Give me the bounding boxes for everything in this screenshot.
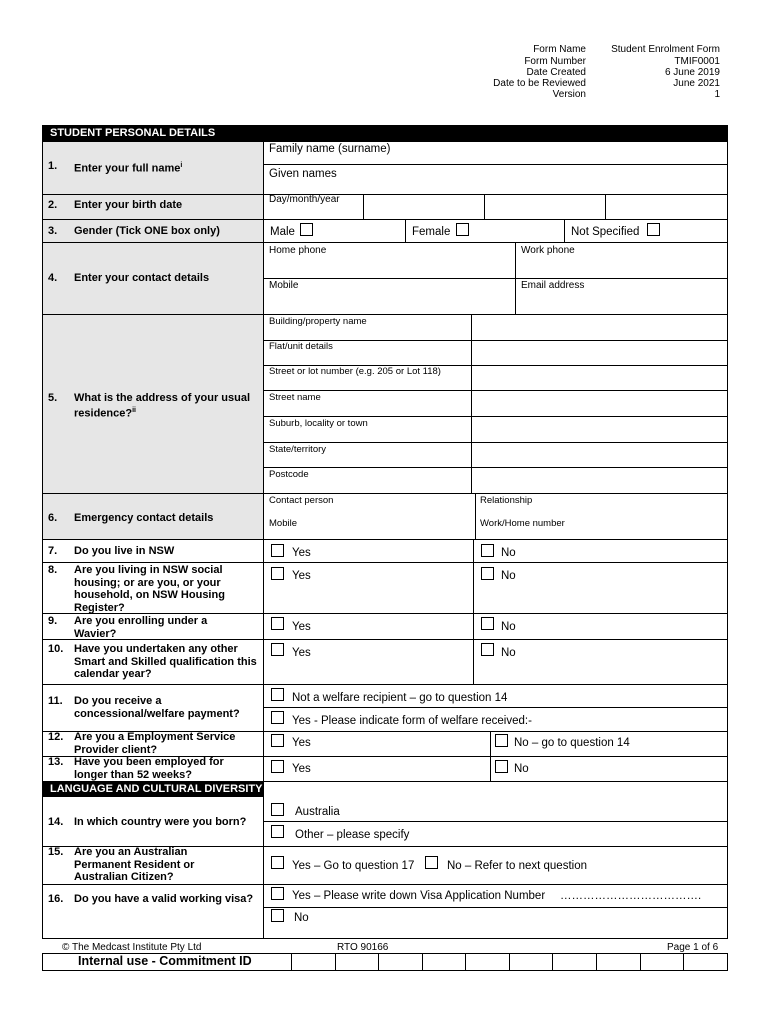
- rto-number: RTO 90166: [337, 942, 389, 953]
- street-number-field[interactable]: Street or lot number (e.g. 205 or Lot 118): [269, 366, 441, 377]
- q7-yes-label: Yes: [292, 547, 311, 559]
- q12-yes-label: Yes: [292, 737, 311, 749]
- question-text: Do you live in NSW: [74, 545, 175, 557]
- question-text: Do you receive a concessional/welfare payment?: [74, 695, 240, 720]
- question-text: Enter your birth date: [74, 199, 183, 211]
- meta-value: June 2021: [673, 78, 720, 89]
- q12-yes-checkbox[interactable]: [271, 734, 284, 747]
- question-number: 14.: [48, 816, 64, 828]
- copyright-text: © The Medcast Institute Pty Ltd: [62, 942, 202, 953]
- question-number: 16.: [48, 893, 64, 905]
- q11-not-recipient-checkbox[interactable]: [271, 688, 284, 701]
- question-text: Are you living in NSW social housing; or are you, or your household, on NSW Housing Register?: [74, 564, 225, 614]
- question-number: 2.: [48, 199, 58, 211]
- visa-number-field[interactable]: ……………………………….: [560, 890, 702, 902]
- meta-row: [470, 44, 722, 55]
- q9-yes-label: Yes: [292, 621, 311, 633]
- q14-other-checkbox[interactable]: [271, 825, 284, 838]
- question-number: 6.: [48, 512, 58, 524]
- relationship-field[interactable]: Relationship: [480, 495, 533, 506]
- dob-field[interactable]: Day/month/year: [269, 194, 340, 205]
- q7-no-checkbox[interactable]: [481, 544, 494, 557]
- q11-not-recipient-label: Not a welfare recipient – go to question 14: [292, 692, 508, 704]
- q14-australia-checkbox[interactable]: [271, 803, 284, 816]
- q16-yes-checkbox[interactable]: [271, 887, 284, 900]
- q16-no-checkbox[interactable]: [271, 909, 284, 922]
- home-phone-field[interactable]: Home phone: [269, 245, 327, 256]
- question-number: 1.: [48, 160, 58, 172]
- question-number: 11.: [48, 695, 63, 707]
- question-number: 4.: [48, 272, 58, 284]
- question-text: Enter your full name: [74, 162, 181, 175]
- q10-no-checkbox[interactable]: [481, 643, 494, 656]
- flat-field[interactable]: Flat/unit details: [269, 341, 333, 352]
- endnote-marker: i: [180, 162, 183, 169]
- section-header-language: LANGUAGE AND CULTURAL DIVERSITY: [42, 781, 263, 797]
- q8-yes-checkbox[interactable]: [271, 567, 284, 580]
- family-name-field[interactable]: Family name (surname): [269, 143, 391, 155]
- meta-value: 6 June 2019: [664, 67, 720, 78]
- question-number: 12.: [48, 731, 64, 743]
- question-text: Emergency contact details: [74, 512, 214, 524]
- meta-value: Student Enrolment Form: [611, 44, 720, 55]
- question-text: Have you been employed for longer than 52 weeks?: [74, 756, 224, 781]
- q16-yes-label: Yes – Please write down Visa Application Number: [292, 890, 546, 902]
- q11-yes-label: Yes - Please indicate form of welfare received:-: [292, 715, 532, 727]
- q10-no-label: No: [501, 647, 516, 659]
- q8-yes-label: Yes: [292, 570, 311, 582]
- emergency-mobile-field[interactable]: Mobile: [269, 518, 297, 529]
- gender-female-label: Female: [412, 226, 451, 238]
- question-number: 10.: [48, 643, 64, 655]
- meta-value: 1: [714, 89, 720, 100]
- question-number: 7.: [48, 545, 58, 557]
- q15-yes-label: Yes – Go to question 17: [292, 860, 415, 872]
- suburb-field[interactable]: Suburb, locality or town: [269, 418, 368, 429]
- work-phone-field[interactable]: Work phone: [521, 245, 575, 256]
- gender-male-checkbox[interactable]: [300, 223, 313, 236]
- q7-yes-checkbox[interactable]: [271, 544, 284, 557]
- q7-no-label: No: [501, 547, 516, 559]
- q13-no-label: No: [514, 763, 529, 775]
- emergency-work-field[interactable]: Work/Home number: [480, 518, 565, 529]
- q14-other-label: Other – please specify: [295, 829, 410, 841]
- meta-value: TMIF0001: [674, 56, 720, 67]
- email-field[interactable]: Email address: [521, 280, 585, 291]
- section-header-personal: STUDENT PERSONAL DETAILS: [42, 125, 728, 141]
- question-number: 5.: [48, 392, 58, 404]
- state-field[interactable]: State/territory: [269, 444, 327, 455]
- meta-key: Form Number: [524, 56, 586, 67]
- meta-key: Date Created: [526, 67, 586, 78]
- meta-row: [470, 67, 722, 78]
- endnote-marker: ii: [132, 406, 136, 414]
- building-field[interactable]: Building/property name: [269, 316, 367, 327]
- q12-no-label: No – go to question 14: [514, 737, 630, 749]
- gender-female-checkbox[interactable]: [456, 223, 469, 236]
- q15-no-label: No – Refer to next question: [447, 860, 587, 872]
- page-number: Page 1 of 6: [667, 942, 719, 953]
- question-text: Do you have a valid working visa?: [74, 893, 254, 905]
- gender-not-specified-checkbox[interactable]: [647, 223, 660, 236]
- meta-key: Version: [552, 89, 586, 100]
- q12-no-checkbox[interactable]: [495, 734, 508, 747]
- q13-no-checkbox[interactable]: [495, 760, 508, 773]
- question-number: 8.: [48, 564, 58, 576]
- meta-row: [470, 78, 722, 89]
- q13-yes-checkbox[interactable]: [271, 760, 284, 773]
- internal-use-label: Internal use - Commitment ID: [78, 954, 252, 968]
- question-number: 3.: [48, 225, 58, 237]
- q13-yes-label: Yes: [292, 763, 311, 775]
- question-text: Are you an Australian Permanent Resident or Australian Citizen?: [74, 846, 195, 883]
- question-text: Gender (Tick ONE box only): [74, 225, 220, 237]
- meta-key: Form Name: [533, 44, 586, 55]
- q11-yes-checkbox[interactable]: [271, 711, 284, 724]
- q16-no-label: No: [294, 912, 309, 924]
- meta-key: Date to be Reviewed: [493, 78, 586, 89]
- q10-yes-label: Yes: [292, 647, 311, 659]
- mobile-field[interactable]: Mobile: [269, 280, 299, 291]
- question-number: 13.: [48, 756, 64, 768]
- q15-yes-checkbox[interactable]: [271, 856, 284, 869]
- meta-row: [470, 89, 722, 100]
- question-text: Are you enrolling under a Wavier?: [74, 615, 208, 640]
- question-text: Enter your contact details: [74, 272, 210, 284]
- q9-yes-checkbox[interactable]: [271, 617, 284, 630]
- meta-row: [470, 56, 722, 67]
- question-text: In which country were you born?: [74, 816, 247, 828]
- contact-person-field[interactable]: Contact person: [269, 495, 334, 506]
- gender-not-specified-label: Not Specified: [571, 226, 640, 238]
- question-number: 9.: [48, 615, 58, 627]
- q15-no-checkbox[interactable]: [425, 856, 438, 869]
- given-names-field[interactable]: Given names: [269, 168, 337, 180]
- q10-yes-checkbox[interactable]: [271, 643, 284, 656]
- gender-male-label: Male: [270, 226, 295, 238]
- q9-no-checkbox[interactable]: [481, 617, 494, 630]
- question-text: What is the address of your usual residence?: [74, 392, 251, 420]
- q8-no-checkbox[interactable]: [481, 567, 494, 580]
- q8-no-label: No: [501, 570, 516, 582]
- q14-australia-label: Australia: [295, 806, 340, 818]
- question-number: 15.: [48, 846, 64, 858]
- q9-no-label: No: [501, 621, 516, 633]
- question-text: Are you a Employment Service Provider client?: [74, 731, 236, 756]
- street-name-field[interactable]: Street name: [269, 392, 321, 403]
- postcode-field[interactable]: Postcode: [269, 469, 309, 480]
- question-text: Have you undertaken any other Smart and Skilled qualification this calendar year?: [74, 643, 257, 680]
